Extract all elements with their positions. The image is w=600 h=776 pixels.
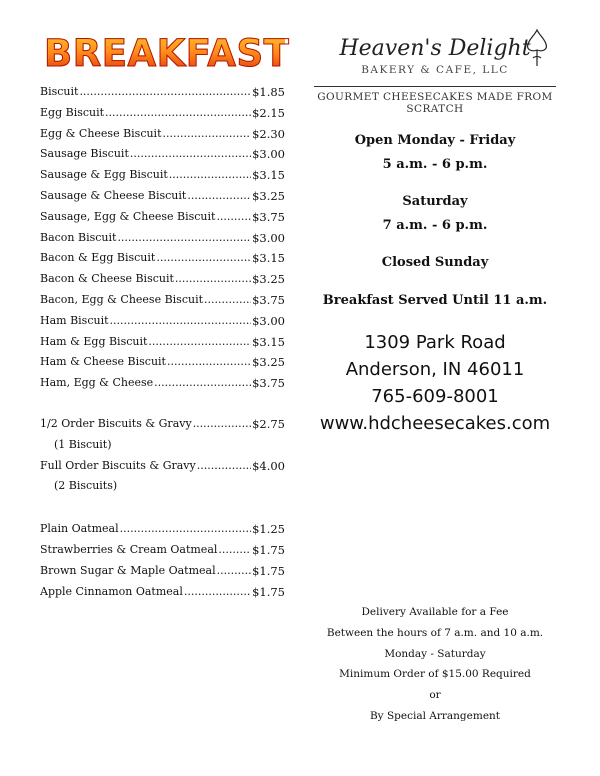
item-price: $3.00 bbox=[252, 313, 285, 328]
menu-item bbox=[40, 456, 285, 477]
menu-items bbox=[40, 82, 285, 602]
item-price: $4.00 bbox=[252, 458, 285, 473]
weekday-days: Open Monday - Friday bbox=[354, 133, 516, 148]
delivery-line: Monday - Saturday bbox=[384, 647, 486, 660]
item-name: Sausage & Cheese Biscuit bbox=[40, 188, 187, 202]
item-name: Full Order Biscuits & Gravy bbox=[40, 458, 196, 472]
item-name: Bacon & Egg Biscuit bbox=[40, 251, 156, 265]
item-price: $3.75 bbox=[252, 292, 285, 307]
menu-column bbox=[40, 30, 290, 602]
brand-subtitle: BAKERY & CAFE, LLC bbox=[361, 64, 509, 76]
item-price: $3.15 bbox=[252, 334, 285, 349]
menu-item bbox=[40, 540, 285, 561]
contact-block bbox=[310, 329, 560, 437]
city-state-zip: Anderson, IN 46011 bbox=[345, 359, 525, 380]
item-price: $1.25 bbox=[252, 522, 285, 537]
delivery-line: Delivery Available for a Fee bbox=[361, 606, 509, 618]
leader-dots bbox=[167, 352, 251, 373]
item-price: $1.85 bbox=[252, 85, 285, 99]
item-name: Ham Biscuit bbox=[40, 313, 109, 327]
item-note: (1 Biscuit) bbox=[54, 437, 112, 451]
leader-dots bbox=[175, 269, 251, 290]
item-name: Egg Biscuit bbox=[40, 105, 105, 119]
menu-item bbox=[40, 165, 285, 186]
item-price: $3.75 bbox=[252, 376, 285, 391]
breakfast-hours: Breakfast Served Until 11 a.m. bbox=[322, 293, 548, 308]
item-price: $2.15 bbox=[252, 105, 285, 120]
hours-weekday bbox=[310, 129, 560, 177]
hours-saturday bbox=[310, 190, 560, 238]
item-price: $1.75 bbox=[252, 563, 285, 578]
item-name: Brown Sugar & Maple Oatmeal bbox=[40, 563, 216, 577]
leader-dots bbox=[156, 248, 251, 269]
menu-item bbox=[40, 269, 285, 290]
item-name: Bacon, Egg & Cheese Biscuit bbox=[40, 292, 204, 306]
leader-dots bbox=[169, 165, 251, 186]
menu-item bbox=[40, 207, 285, 228]
item-name: 1/2 Order Biscuits & Gravy bbox=[40, 416, 192, 430]
leader-dots bbox=[79, 82, 251, 103]
menu-title: BREAKFAST bbox=[44, 30, 285, 80]
info-column bbox=[310, 36, 560, 722]
item-price: $3.15 bbox=[252, 168, 285, 183]
menu-item bbox=[40, 311, 285, 332]
item-name: Sausage & Egg Biscuit bbox=[40, 168, 168, 182]
item-name: Strawberries & Cream Oatmeal bbox=[40, 542, 218, 556]
delivery-line: Between the hours of 7 a.m. and 10 a.m. bbox=[326, 626, 544, 639]
menu-item bbox=[40, 352, 285, 373]
section-spacer bbox=[40, 394, 285, 414]
brand-logo bbox=[310, 36, 560, 115]
section-spacer bbox=[40, 497, 285, 519]
menu-item bbox=[40, 561, 285, 582]
item-name: Ham & Egg Biscuit bbox=[40, 334, 148, 348]
item-price: $2.75 bbox=[252, 416, 285, 431]
menu-item bbox=[40, 144, 285, 165]
phone-number: 765-609-8001 bbox=[371, 386, 499, 407]
leader-dots bbox=[187, 186, 251, 207]
leader-dots bbox=[105, 103, 251, 124]
item-price: $1.75 bbox=[252, 584, 285, 599]
item-price: $3.00 bbox=[252, 147, 285, 162]
website: www.hdcheesecakes.com bbox=[319, 413, 551, 434]
item-price: $3.15 bbox=[252, 251, 285, 266]
item-price: $2.30 bbox=[252, 126, 285, 141]
delivery-line: Minimum Order of $15.00 Required bbox=[339, 668, 531, 681]
leader-dots bbox=[197, 456, 251, 477]
brand-name-text: Heaven's Delight bbox=[339, 36, 531, 61]
saturday-label: Saturday bbox=[402, 194, 468, 209]
item-name: Bacon Biscuit bbox=[40, 230, 117, 244]
leader-dots bbox=[217, 561, 251, 582]
leader-dots bbox=[218, 540, 251, 561]
menu-item bbox=[40, 582, 285, 603]
delivery-info bbox=[310, 602, 560, 727]
menu-item bbox=[40, 228, 285, 249]
item-name: Egg & Cheese Biscuit bbox=[40, 126, 162, 140]
leader-dots bbox=[204, 290, 251, 311]
brand-name bbox=[310, 36, 560, 62]
menu-item bbox=[40, 414, 285, 435]
item-name: Biscuit bbox=[40, 85, 79, 98]
item-name: Apple Cinnamon Oatmeal bbox=[40, 584, 183, 598]
leader-dots bbox=[216, 207, 251, 228]
leader-dots bbox=[193, 414, 251, 435]
item-price: $1.75 bbox=[252, 542, 285, 557]
street-address: 1309 Park Road bbox=[364, 332, 506, 353]
menu-item bbox=[40, 290, 285, 311]
menu-item bbox=[40, 103, 285, 124]
item-price: $3.25 bbox=[252, 188, 285, 203]
leader-dots bbox=[184, 582, 251, 603]
weekday-times: 5 a.m. - 6 p.m. bbox=[382, 157, 488, 172]
divider bbox=[314, 86, 556, 87]
menu-item bbox=[40, 248, 285, 269]
leader-dots bbox=[148, 332, 251, 353]
leader-dots bbox=[130, 144, 251, 165]
menu-item bbox=[40, 186, 285, 207]
hours-sunday: Closed Sunday bbox=[381, 255, 489, 270]
leader-dots bbox=[120, 519, 251, 540]
item-price: $3.25 bbox=[252, 272, 285, 287]
leader-dots bbox=[110, 311, 252, 332]
menu-item bbox=[40, 82, 285, 103]
item-price: $3.00 bbox=[252, 230, 285, 245]
item-name: Sausage Biscuit bbox=[40, 147, 129, 161]
saturday-times: 7 a.m. - 6 p.m. bbox=[382, 218, 488, 233]
item-name: Bacon & Cheese Biscuit bbox=[40, 272, 174, 286]
item-name: Ham, Egg & Cheese bbox=[40, 376, 154, 390]
item-price: $3.25 bbox=[252, 355, 285, 370]
menu-item bbox=[40, 373, 285, 394]
pastry-flourish-icon bbox=[524, 28, 550, 68]
menu-item bbox=[40, 332, 285, 353]
item-price: $3.75 bbox=[252, 209, 285, 224]
leader-dots bbox=[163, 124, 252, 145]
delivery-line: By Special Arrangement bbox=[369, 709, 501, 722]
item-name: Plain Oatmeal bbox=[40, 522, 119, 536]
leader-dots bbox=[117, 228, 251, 249]
menu-item bbox=[40, 124, 285, 145]
item-name: Sausage, Egg & Cheese Biscuit bbox=[40, 209, 216, 223]
leader-dots bbox=[154, 373, 251, 394]
item-note: (2 Biscuits) bbox=[54, 479, 118, 493]
delivery-line: or bbox=[429, 689, 441, 702]
item-name: Ham & Cheese Biscuit bbox=[40, 355, 166, 369]
menu-item bbox=[40, 519, 285, 540]
brand-tagline: GOURMET CHEESECAKES MADE FROM SCRATCH bbox=[317, 91, 553, 115]
